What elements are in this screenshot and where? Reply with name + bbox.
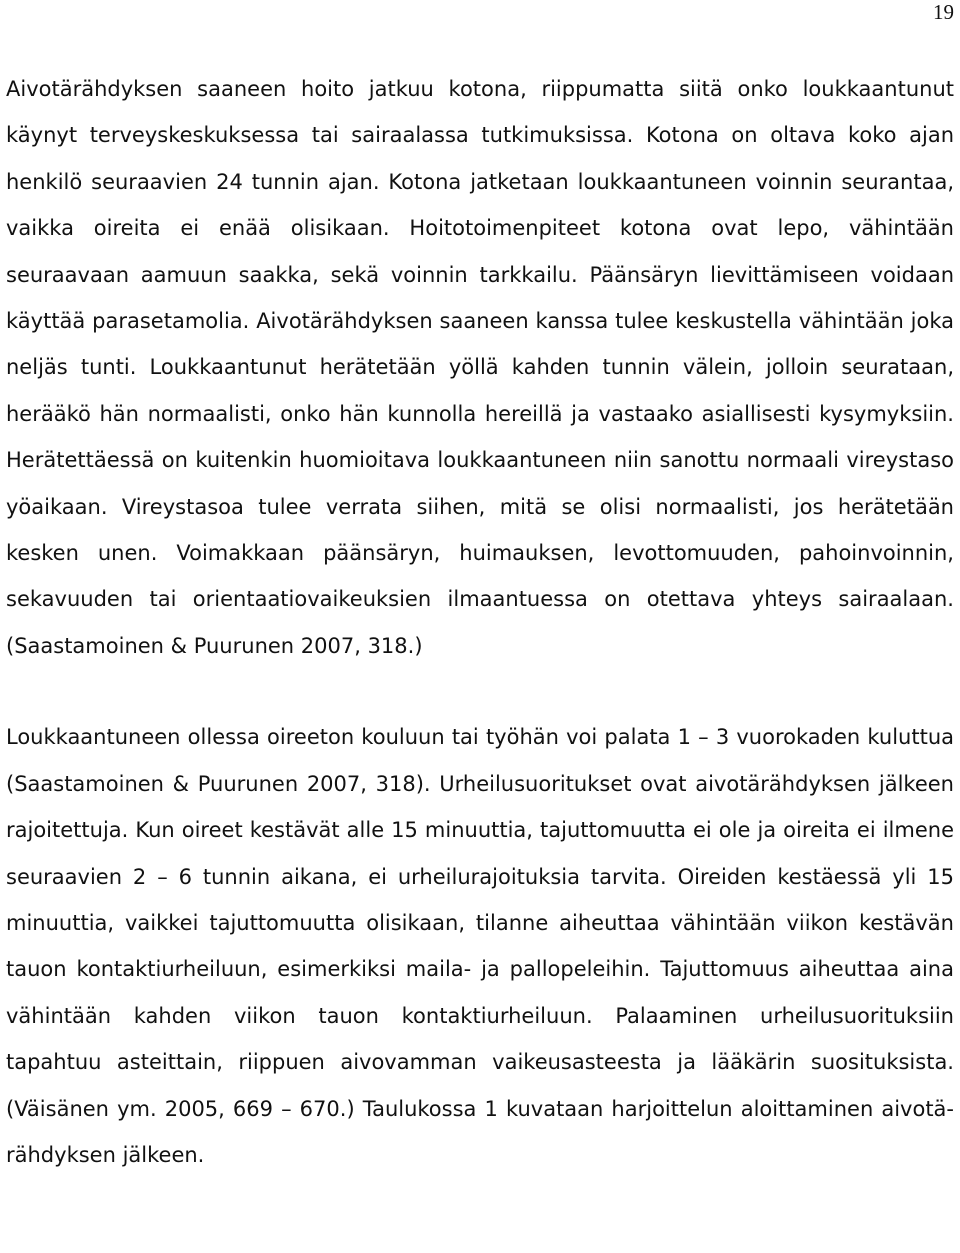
document-body: [6, 66, 954, 1178]
paragraph-home-care: Aivotärähdyksen saaneen hoito jatkuu kotona, riippumatta siitä onko loukkaantunut käynyt terveyskeskuksessa tai sairaalassa tutkimuksissa. Kotona on oltava koko ajan henkilö seuraavien 24 tunnin ajan. Kotona jatketaan loukkaantuneen voinnin seurantaa, vaikka oireita ei enää olisikaan. Hoitotoimenpiteet kotona ovat lepo, vähintään seuraavaan aamuun saakka, sekä voinnin tarkkailu. Päänsäryn lievittämiseen voidaan käyttää parasetamolia. Aivotärähdyksen saaneen kanssa tulee keskustella vähintään joka neljäs tunti. Loukkaantunut herätetään yöllä kahden tunnin välein, jolloin seurataan, herääkö hän normaalisti, onko hän kunnolla hereillä ja vastaako asiallisesti kysymyksiin. Herätettäessä on kuitenkin huomioitava loukkaantuneen niin sanottu normaali vireystaso yöaikaan. Vireystasoa tulee verrata siihen, mitä se olisi normaalisti, jos herätetään kesken unen. Voimakkaan päänsäryn, huimauksen, levottomuuden, pahoinvoinnin, sekavuuden tai orientaatiovaikeuksien ilmaantuessa on otettava yhteys sairaalaan. (Saastamoinen & Puurunen 2007, 318.): [6, 77, 954, 658]
paragraph-return-to-activity: Loukkaantuneen ollessa oireeton kouluun tai työhän voi palata 1 – 3 vuorokaden kuluttua (Saastamoinen & Puurunen 2007, 318). Urheilusuoritukset ovat aivotärähdyksen jälkeen rajoitettuja. Kun oireet kestävät alle 15 minuuttia, tajuttomuutta ei ole ja oireita ei ilmene seuraavien 2 – 6 tunnin aikana, ei urheilurajoituksia tarvita. Oireiden kestäessä yli 15 minuuttia, vaikkei tajuttomuutta olisikaan, tilanne aiheuttaa vähintään viikon kestävän tauon kontaktiurheiluun, esimerkiksi maila- ja pallopeleihin. Tajuttomuus aiheuttaa aina vähintään kahden viikon tauon kontaktiurheiluun. Palaaminen urheilusuorituksiin tapahtuu asteittain, riippuen aivovamman vaikeusasteesta ja lääkärin suosituksista. (Väisänen ym. 2005, 669 – 670.) Taulukossa 1 kuvataan harjoittelun aloittaminen aivotärähdyksen jälkeen.: [6, 725, 954, 1167]
page-number: 19: [933, 0, 954, 24]
